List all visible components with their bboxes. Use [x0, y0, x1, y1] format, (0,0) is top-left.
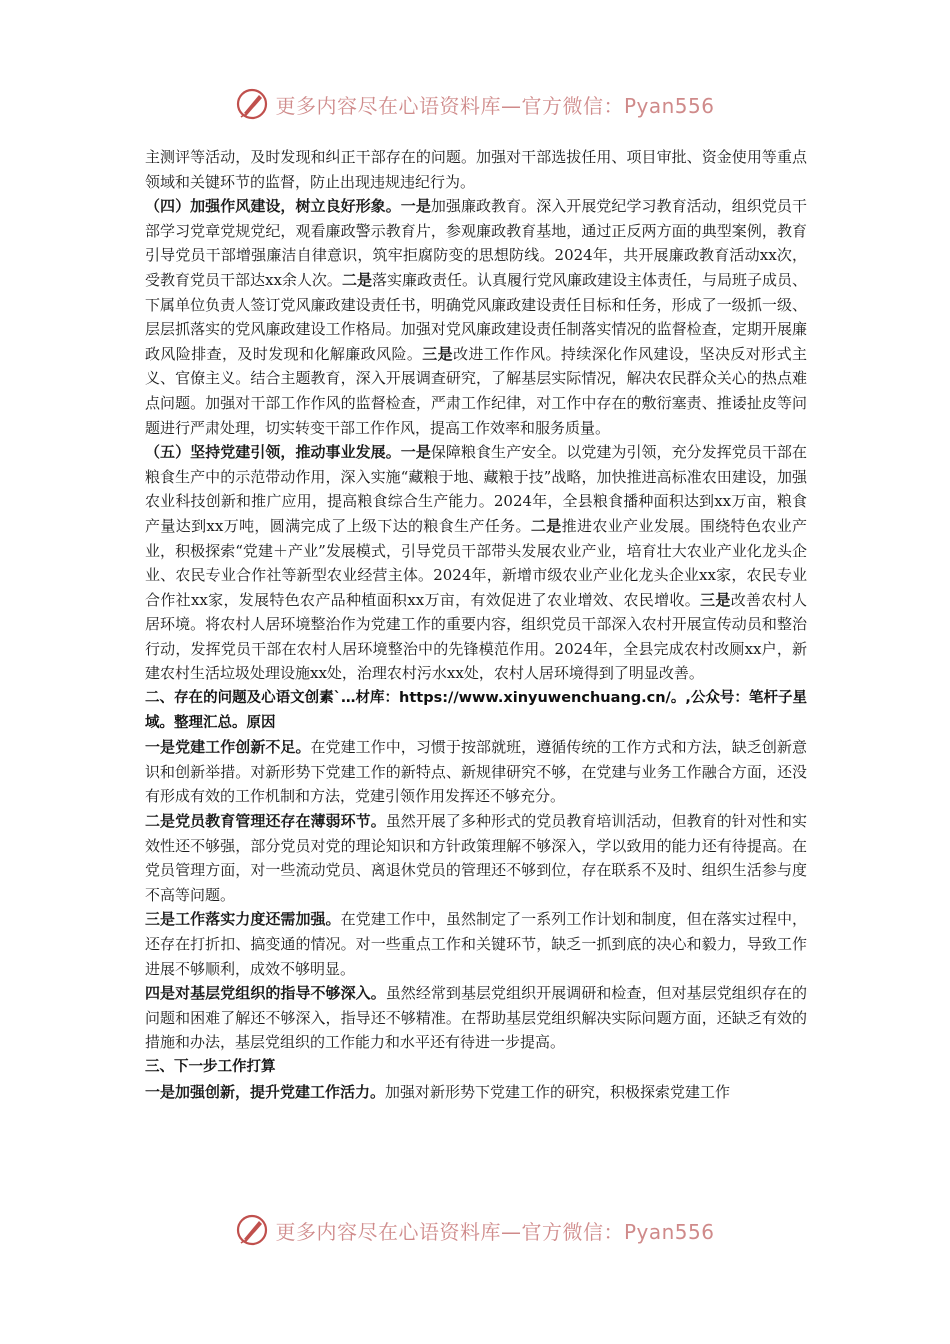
problem-paragraph [145, 907, 807, 981]
watermark-text: 更多内容尽在心语资料库—官方微信：Pyan556 [275, 93, 715, 118]
watermark-header [0, 84, 950, 124]
point-lead: 二是 [530, 516, 562, 535]
problem-text: 在党建工作中，习惯于按部就班，遵循传统的工作方式和方法，缺乏创新意识和创新举措。对新形势下党建工作的新特点、新规律研究不够，在党建与业务工作融合方面，还没有形成有效的工作机制和方法，党建引领作用发挥还不够充分。 [145, 738, 807, 806]
section-4-paragraph [145, 194, 807, 440]
problem-text: 虽然开展了多种形式的党员教育培训活动，但教育的针对性和实效性还不够强，部分党员对党的理论知识和方针政策理解不够深入，学以致用的能力还有待提高。在党员管理方面，对一些流动党员、离退休党员的管理还不够到位，存在联系不及时、组织生活参与度不高等问题。 [145, 812, 807, 904]
point-text: 改善农村人居环境。将农村人居环境整治作为党建工作的重要内容，组织党员干部深入农村开展宣传动员和整治行动，发挥党员干部在农村人居环境整治中的先锋模范作用。2024年，全县完成农村改厕xx户，新建农村生活垃圾处理设施xx处，治理农村污水xx处，农村人居环境得到了明显改善。 [145, 590, 807, 683]
problem-lead: 三是工作落实力度还需加强。 [145, 910, 341, 929]
point-lead: 三是 [700, 590, 731, 609]
pen-circle-logo-icon [235, 87, 269, 121]
plan-paragraph [145, 1080, 807, 1105]
problem-paragraph [145, 981, 807, 1055]
point-text: 加强廉政教育。深入开展党纪学习教育活动，组织党员干部学习党章党规党纪，观看廉政警示教育片，参观廉政教育基地，通过正反两方面的典型案例，教育引导党员干部增强廉洁自律意识，筑牢拒腐防变的思想防线。2024年，共开展廉政教育活动xx次，受教育党员干部达xx余人次。 [145, 197, 807, 289]
problem-lead: 二是党员教育管理还存在薄弱环节。 [145, 812, 386, 831]
point-lead: 一是 [400, 197, 431, 216]
watermark-text: 更多内容尽在心语资料库—官方微信：Pyan556 [275, 1219, 715, 1244]
section-3-heading: 三、下一步工作打算 [145, 1058, 276, 1075]
problem-paragraph [145, 809, 807, 907]
problem-paragraph [145, 735, 807, 809]
watermark-footer [0, 1210, 950, 1250]
document-body [145, 145, 807, 1104]
plan-lead: 一是加强创新，提升党建工作活力。 [145, 1082, 386, 1101]
point-text: 改进工作作风。持续深化作风建设，坚决反对形式主义、官僚主义。结合主题教育，深入开展调查研究，了解基层实际情况，解决农民群众关心的热点难点问题。加强对干部工作作风的监督检查，严肃工作纪律，对工作中存在的敷衍塞责、推诿扯皮等问题进行严肃处理，切实转变干部工作作风，提高工作效率和服务质量。 [145, 344, 807, 437]
pen-circle-logo-icon [235, 1213, 269, 1247]
problem-lead: 一是党建工作创新不足。 [145, 738, 311, 757]
section-2-heading: 二、存在的问题及心语文创素`…材库：https://www.xinyuwenchuang.cn/。,公众号：笔杆子星域。整理汇总。原因 [145, 690, 807, 731]
problem-text: 虽然经常到基层党组织开展调研和检查，但对基层党组织存在的问题和困难了解还不够深入，指导还不够精准。在帮助基层党组织解决实际问题方面，还缺乏有效的措施和办法，基层党组织的工作能力和水平还有待进一步提高。 [145, 984, 807, 1052]
section-5-paragraph [145, 440, 807, 686]
paragraph: 主测评等活动，及时发现和纠正干部存在的问题。加强对干部选拔任用、项目审批、资金使用等重点领域和关键环节的监督，防止出现违规违纪行为。 [145, 148, 807, 191]
point-text: 推进农业产业发展。围绕特色农业产业，积极探索“党建＋产业”发展模式，引导党员干部带头发展农业产业，培育壮大农业产业化龙头企业、农民专业合作社等新型农业经营主体。2024年，新增市级农业产业化龙头企业xx家，农民专业合作社xx家，发展特色农产品种植面积xx万亩，有效促进了农业增效、农民增收。 [145, 516, 807, 609]
point-lead: 二是 [341, 270, 372, 289]
plan-text: 加强对新形势下党建工作的研究，积极探索党建工作 [385, 1082, 731, 1101]
section-5-title: （五）坚持党建引领，推动事业发展。 [145, 443, 401, 462]
problem-lead: 四是对基层党组织的指导不够深入。 [145, 984, 386, 1003]
point-lead: 三是 [422, 344, 454, 363]
point-text: 落实廉政责任。认真履行党风廉政建设主体责任，与局班子成员、下属单位负责人签订党风廉政建设责任书，明确党风廉政建设责任目标和任务，形成了一级抓一级、层层抓落实的党风廉政建设工作格局。加强对党风廉政建设责任制落实情况的监督检查，定期开展廉政风险排查，及时发现和化解廉政风险。 [145, 270, 807, 363]
problem-text: 在党建工作中，虽然制定了一系列工作计划和制度，但在落实过程中，还存在打折扣、搞变通的情况。对一些重点工作和关键环节，缺乏一抓到底的决心和毅力，导致工作进展不够顺利，成效不够明显。 [145, 910, 807, 978]
point-lead: 一是 [400, 443, 431, 462]
section-4-title: （四）加强作风建设，树立良好形象。 [145, 197, 401, 216]
point-text: 保障粮食生产安全。以党建为引领，充分发挥党员干部在粮食生产中的示范带动作用，深入实施“藏粮于地、藏粮于技”战略，加快推进高标准农田建设，加强农业科技创新和推广应用，提高粮食综合生产能力。2024年，全县粮食播种面积达到xx万亩，粮食产量达到xx万吨，圆满完成了上级下达的粮食生产任务。 [145, 443, 807, 535]
